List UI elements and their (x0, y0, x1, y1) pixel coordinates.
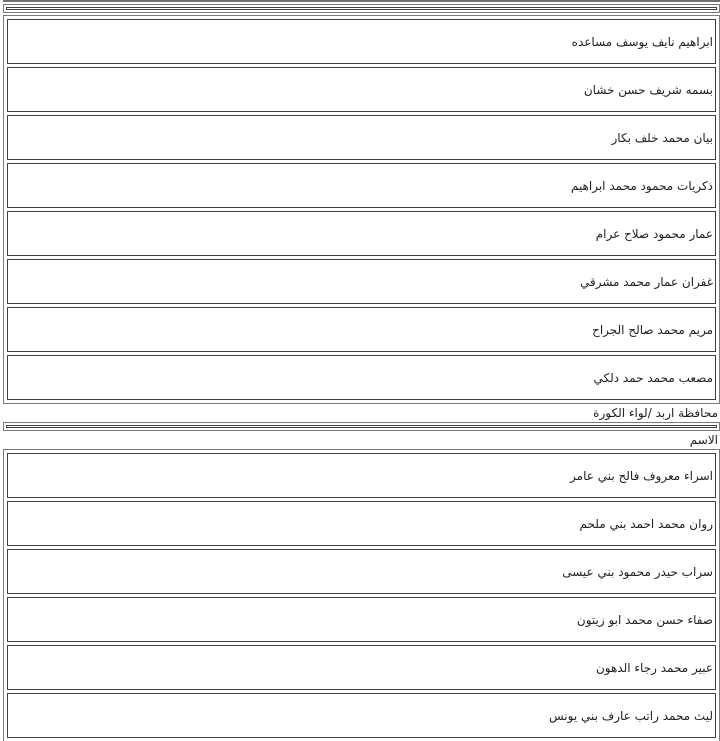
empty-divider-cell (6, 425, 717, 428)
table-row (7, 693, 716, 738)
name-cell: ابراهيم نايف يوسف مساعده (7, 19, 716, 64)
name-cell: عبير محمد رجاء الدهون (7, 645, 716, 690)
region-label: محافظة اربد /لواء الكورة (593, 406, 718, 420)
empty-divider-table-middle (3, 422, 720, 431)
name-cell: روان محمد احمد بني ملحم (7, 501, 716, 546)
table-row (7, 115, 716, 160)
table-row (7, 163, 716, 208)
document-page (2, 0, 720, 741)
name-cell: صفاء حسن محمد ابو زيتون (7, 597, 716, 642)
name-cell: بيان محمد خلف بكار (7, 115, 716, 160)
cutoff-table-edge (3, 0, 720, 2)
name-cell: ليث محمد راتب عارف بني يونس (7, 693, 716, 738)
name-cell: عمار محمود صلاح عرام (7, 211, 716, 256)
table-row (7, 355, 716, 400)
name-cell: مصعب محمد حمد دلكي (7, 355, 716, 400)
table-row (7, 307, 716, 352)
empty-divider-cell (6, 7, 717, 10)
table-row (7, 19, 716, 64)
names-table-top (3, 15, 720, 404)
table-row (7, 259, 716, 304)
name-cell: مريم محمد صالح الجراح (7, 307, 716, 352)
name-cell: بسمه شريف حسن خشان (7, 67, 716, 112)
table-row (7, 67, 716, 112)
name-column-header: الاسم (689, 433, 718, 447)
name-cell: غفران عمار محمد مشرقي (7, 259, 716, 304)
empty-divider-table-top (3, 4, 720, 13)
table-row (7, 597, 716, 642)
names-table-bottom (3, 449, 720, 741)
name-cell: اسراء معروف فالح بني عامر (7, 453, 716, 498)
table-row (7, 501, 716, 546)
table-row (7, 645, 716, 690)
table-row (7, 211, 716, 256)
table-row (7, 549, 716, 594)
table-row (7, 453, 716, 498)
name-cell: سراب حيدر محمود بني عيسى (7, 549, 716, 594)
name-cell: ذكريات محمود محمد ابراهيم (7, 163, 716, 208)
